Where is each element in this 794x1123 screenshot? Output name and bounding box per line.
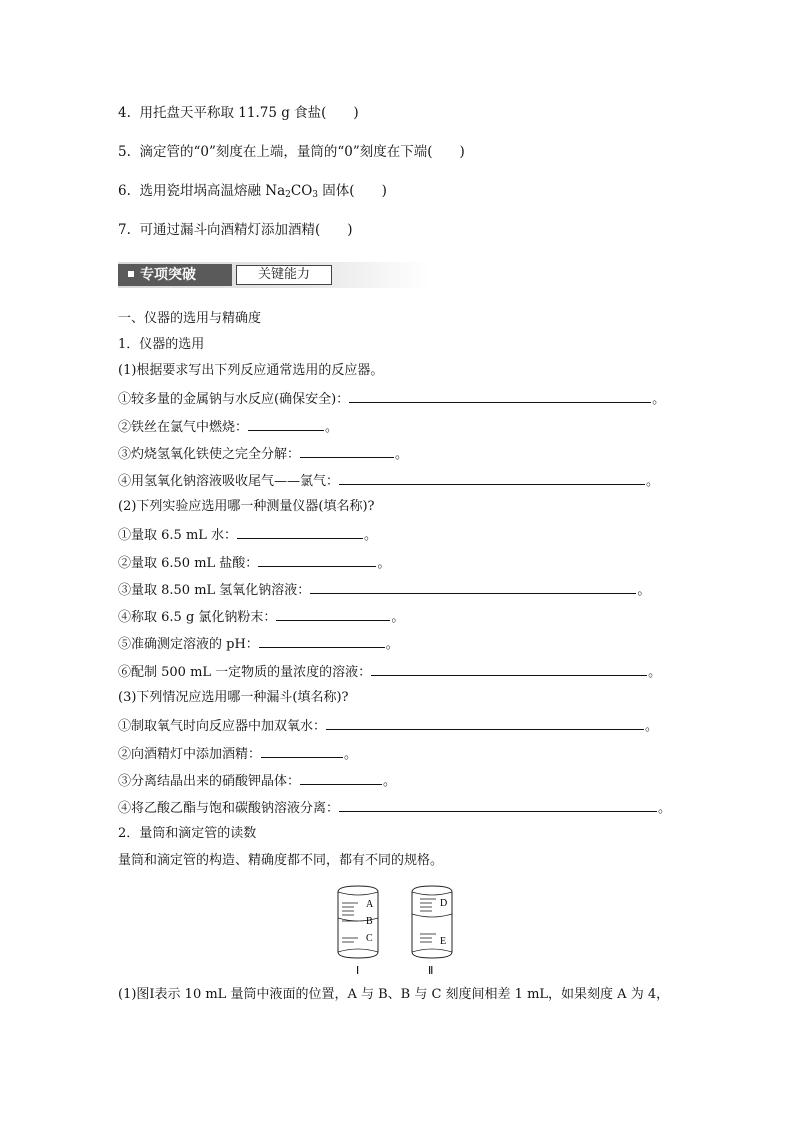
fill-item: ①较多量的金属钠与水反应(确保安全)： 。: [118, 389, 665, 409]
banner-tag: 关键能力: [236, 265, 332, 285]
answer-blank[interactable]: [237, 525, 363, 539]
part-title: (1)根据要求写出下列反应通常选用的反应器。: [118, 363, 384, 378]
label-b: B: [366, 916, 373, 927]
answer-blank[interactable]: [310, 580, 636, 594]
answer-blank[interactable]: [276, 607, 390, 621]
label-a: A: [366, 899, 374, 910]
answer-blank[interactable]: [300, 771, 382, 785]
part-title: (2)下列实验应选用哪一种测量仪器(填名称)?: [118, 499, 375, 514]
subsection-heading: 1．仪器的选用: [118, 337, 205, 352]
answer-blank[interactable]: [259, 634, 385, 648]
label-d: D: [440, 898, 448, 909]
figure-svg: [334, 884, 464, 979]
question-7: [118, 221, 353, 239]
question-number: 5.: [118, 144, 131, 160]
subsection-heading: 2．量筒和滴定管的读数: [118, 826, 257, 841]
answer-blank[interactable]: [339, 798, 657, 812]
intro-text: 量筒和滴定管的构造、精确度都不同，都有不同的规格。: [118, 853, 444, 868]
answer-blank[interactable]: [300, 444, 394, 458]
answer-blank[interactable]: [349, 389, 651, 403]
question-text: CO: [290, 183, 313, 199]
tube-ii: [412, 886, 452, 958]
fill-item: ①制取氧气时向反应器中加双氧水： 。: [118, 716, 658, 736]
label-c: C: [366, 933, 373, 944]
label-e: E: [440, 936, 447, 947]
question-5: [118, 143, 465, 161]
fill-item: ⑥配制 500 mL 一定物质的量浓度的溶液： 。: [118, 662, 661, 682]
subscript: 3: [312, 190, 319, 200]
section-heading: 一、仪器的选用与精确度: [118, 311, 262, 326]
question-number: 4.: [118, 105, 131, 121]
fill-item: ③分离结晶出来的硝酸钾晶体： 。: [118, 771, 396, 791]
fill-item: ④将乙酸乙酯与饱和碳酸钠溶液分离： 。: [118, 798, 671, 818]
question-text: (1)图Ⅰ表示 10 mL 量筒中液面的位置，A 与 B、B 与 C 刻度间相差 1 mL，如果刻度 A 为 4，: [118, 987, 670, 1002]
fill-item: ⑤准确测定溶液的 pH： 。: [118, 634, 399, 654]
question-number: 7.: [118, 222, 131, 238]
banner-title: 专项突破: [140, 267, 196, 283]
caption-i: Ⅰ: [356, 965, 360, 977]
cylinder-burette-figure: [334, 884, 464, 979]
fill-item: ③灼烧氢氧化铁使之完全分解： 。: [118, 444, 408, 464]
fill-item: ②铁丝在氯气中燃烧： 。: [118, 417, 338, 437]
fill-item: ②向酒精灯中添加酒精： 。: [118, 744, 357, 764]
question-text: 滴定管的“0”刻度在上端，量筒的“0”刻度在下端( ): [139, 144, 465, 160]
part-title: (3)下列情况应选用哪一种漏斗(填名称)?: [118, 690, 349, 705]
question-6: [118, 182, 387, 204]
question-number: 6.: [118, 183, 131, 199]
answer-blank[interactable]: [326, 716, 644, 730]
answer-blank[interactable]: [371, 662, 647, 676]
answer-blank[interactable]: [339, 471, 645, 485]
question-text: 用托盘天平称取 11.75 g 食盐( ): [139, 105, 359, 121]
banner-square-icon: [128, 271, 134, 277]
caption-ii: Ⅱ: [428, 965, 434, 977]
answer-blank[interactable]: [248, 417, 324, 431]
question-4: [118, 104, 359, 122]
fill-item: ①量取 6.5 mL 水： 。: [118, 525, 377, 545]
answer-blank[interactable]: [258, 553, 376, 567]
fill-item: ②量取 6.50 mL 盐酸： 。: [118, 553, 390, 573]
fill-item: ③量取 8.50 mL 氢氧化钠溶液： 。: [118, 580, 650, 600]
answer-blank[interactable]: [261, 744, 343, 758]
question-text: 可通过漏斗向酒精灯添加酒精( ): [139, 222, 353, 238]
question-text: 固体( ): [318, 183, 387, 199]
question-text: 选用瓷坩埚高温熔融 Na: [139, 183, 286, 199]
fill-item: ④用氢氧化钠溶液吸收尾气——氯气： 。: [118, 471, 659, 491]
section-banner: [118, 262, 430, 288]
fill-item: ④称取 6.5 g 氯化钠粉末： 。: [118, 607, 404, 627]
subscript: 2: [285, 190, 291, 200]
